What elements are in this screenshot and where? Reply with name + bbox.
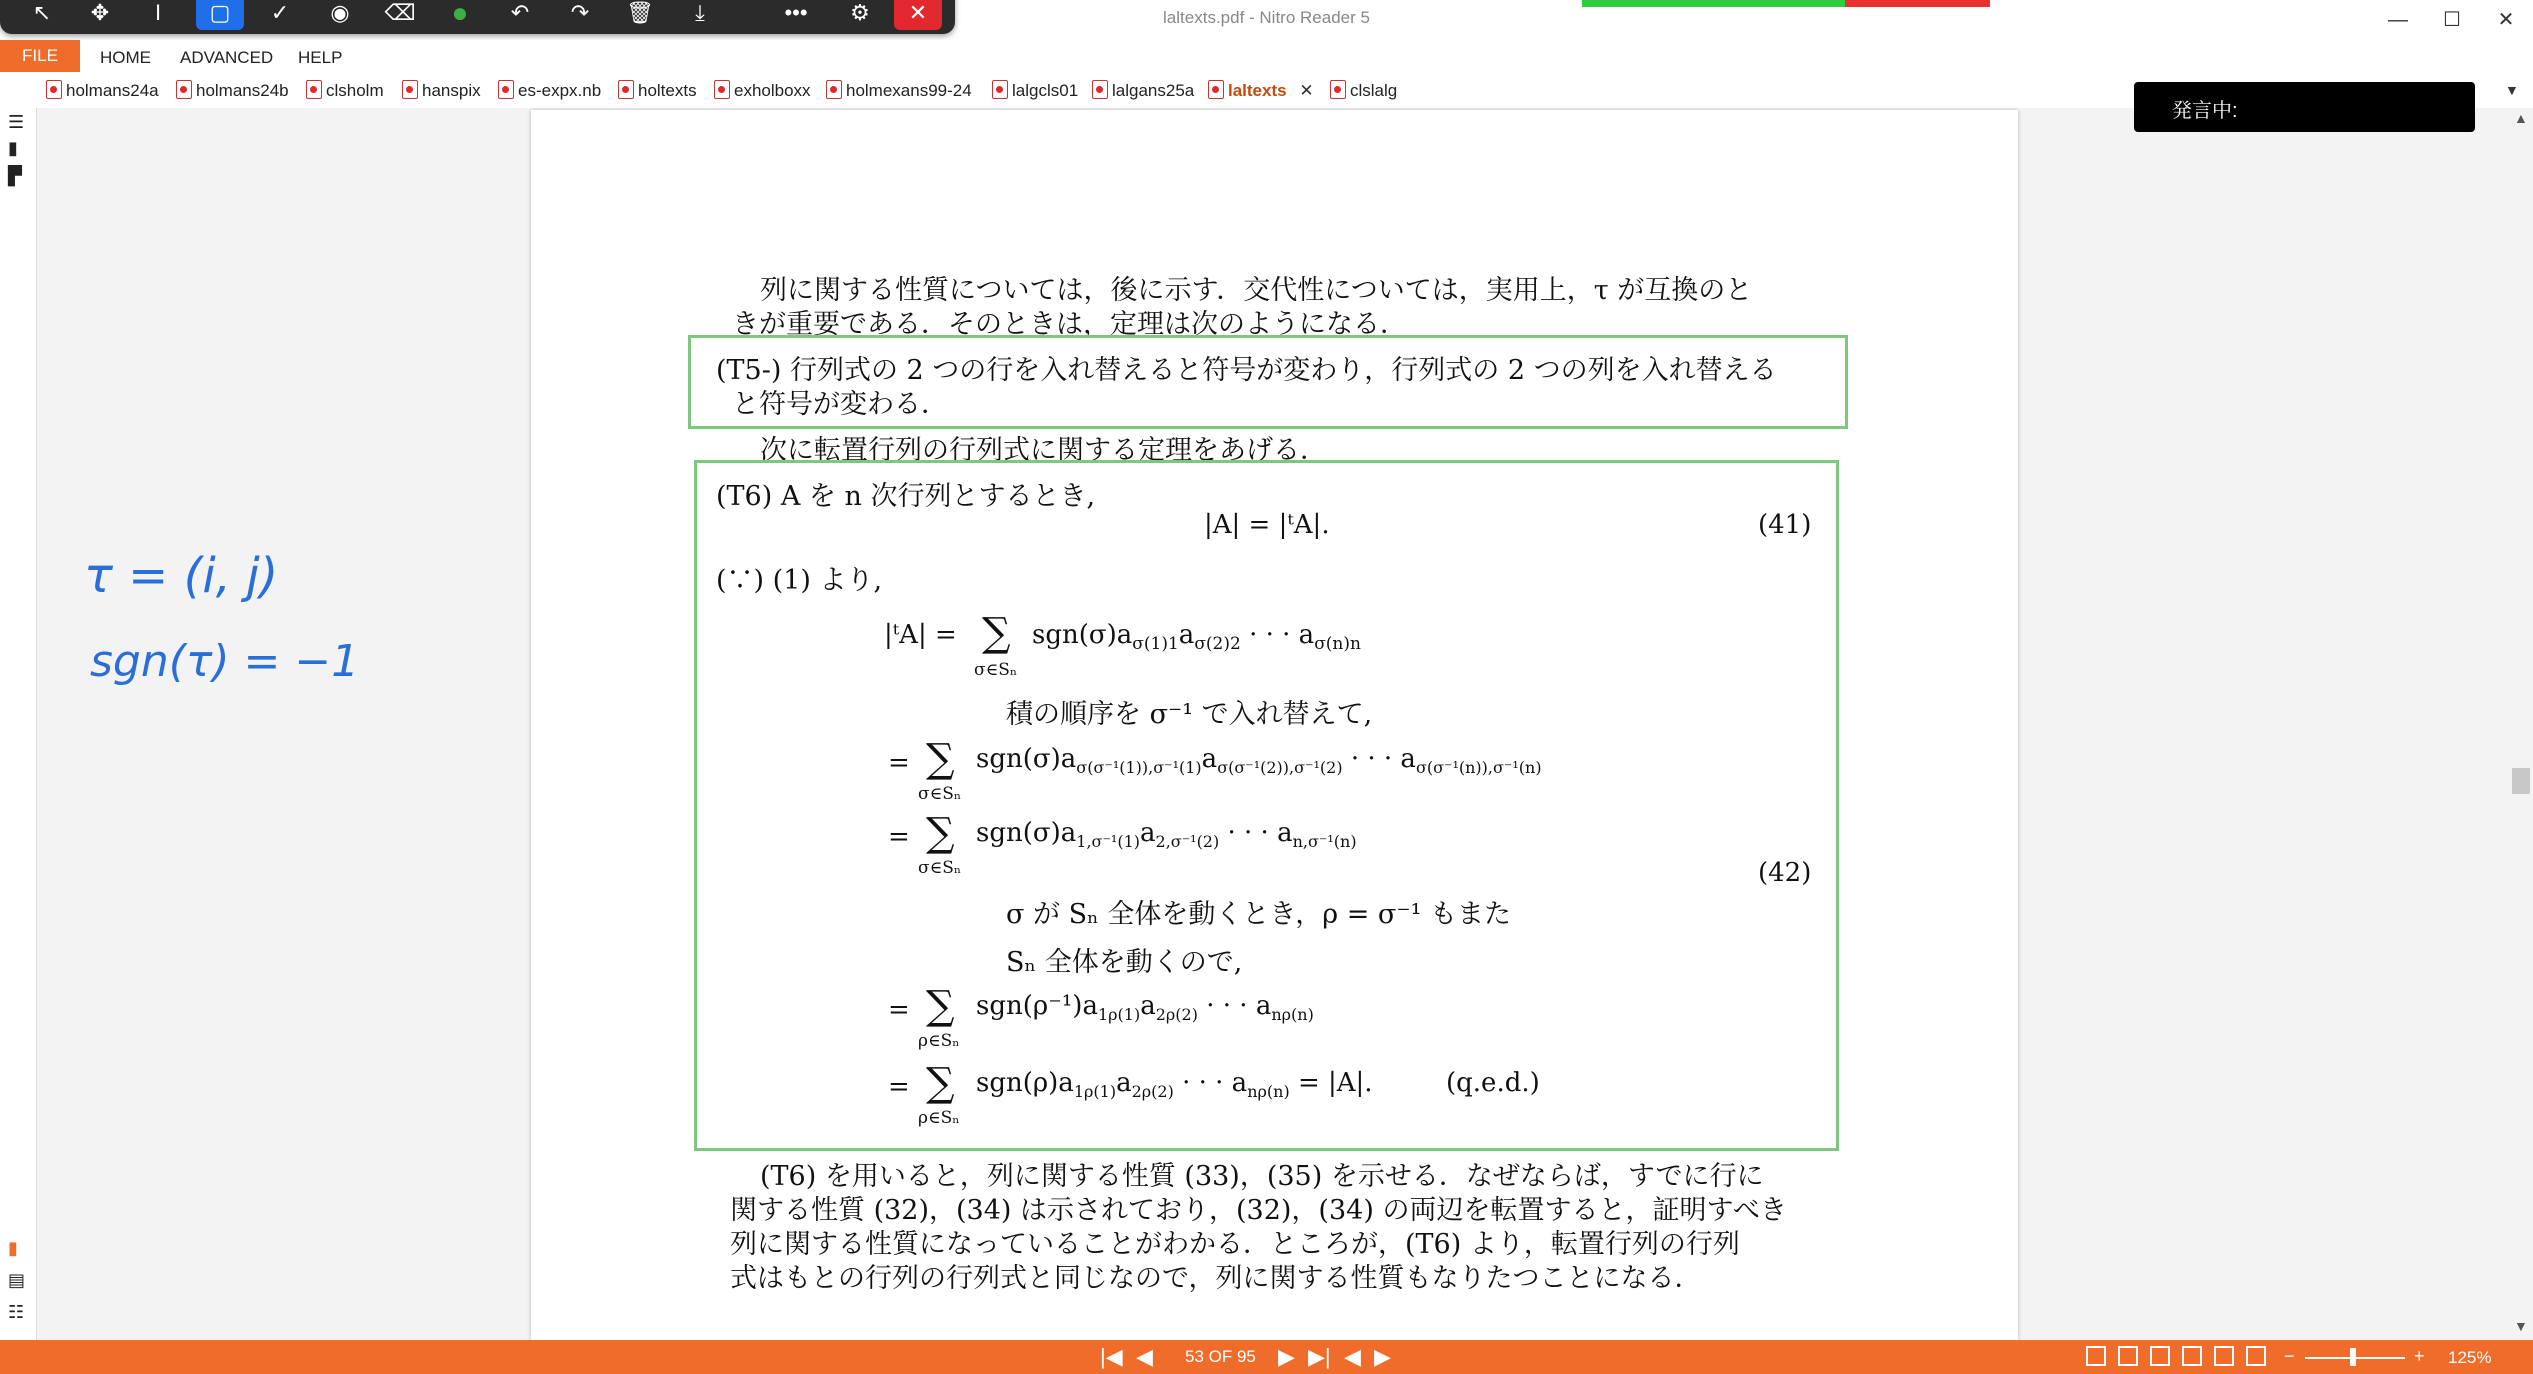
annotations-icon[interactable]: ▛ (8, 166, 22, 186)
pdf-file-icon (498, 80, 514, 99)
sum-subscript: σ∈Sₙ (974, 660, 1018, 680)
presentation-view-icon[interactable] (2246, 1346, 2266, 1366)
sum-symbol: ∑ (926, 983, 955, 1029)
pdf-file-icon (176, 80, 192, 99)
para3-line4: 式はもとの行列の行列式と同じなので，列に関する性質もなりたつことになる． (730, 1263, 1702, 1294)
tab-label: holmans24a (66, 81, 159, 100)
next-page-button[interactable]: ▶ (1278, 1344, 1295, 1369)
eq-line5 (976, 1068, 1373, 1101)
trash-icon[interactable]: 🗑 (626, 0, 654, 25)
tab-label: es-expx.nb (518, 81, 602, 100)
eq-term: sgn(σ)a (1032, 620, 1133, 650)
eq-term: a (1116, 1068, 1132, 1098)
eq-term: · · · a (1197, 991, 1272, 1021)
eq-line3 (976, 818, 1357, 851)
eraser-icon[interactable]: ⌫ (384, 0, 416, 25)
para3-line2: 関する性質 (32)，(34) は示されており，(32)，(34) の両辺を転置すると，証明すべき (730, 1195, 1787, 1226)
outline-icon[interactable]: ▤ (8, 1270, 26, 1290)
equals-sign: = (888, 995, 910, 1025)
sum-symbol: ∑ (926, 1060, 955, 1106)
para3-line1: (T6) を用いると，列に関する性質 (33)，(35) を示せる．なぜならば，すでに行に (760, 1161, 1764, 1192)
pdf-file-icon (1092, 80, 1108, 99)
window-close-button[interactable]: ✕ (2497, 9, 2515, 31)
tab-label: clsholm (326, 81, 384, 100)
sum-symbol: ∑ (926, 810, 955, 856)
pdf-file-icon (46, 80, 62, 99)
tab-label: hanspix (422, 81, 481, 100)
eq-term: a (1140, 818, 1156, 848)
eq-subscript: 2,σ⁻¹(2) (1155, 832, 1220, 852)
tab-clslalg[interactable] (1330, 80, 1397, 104)
note2-line2: Sₙ 全体を動くので, (1006, 947, 1243, 978)
redo-icon[interactable]: ↷ (570, 0, 590, 25)
zoom-level[interactable]: 125% (2448, 1348, 2492, 1367)
eq-term: a (1140, 991, 1156, 1021)
eq-subscript: σ(σ⁻¹(n)),σ⁻¹(n) (1415, 758, 1542, 778)
pdf-file-icon (714, 80, 730, 99)
pdf-file-icon (1330, 80, 1346, 99)
tab-scroll-down-icon[interactable]: ▼ (2505, 82, 2519, 98)
note1: 積の順序を σ⁻¹ で入れ替えて, (1006, 699, 1373, 730)
eq-subscript: 1,σ⁻¹(1) (1076, 832, 1140, 852)
tab-es-expx[interactable] (498, 80, 601, 104)
sum-subscript: σ∈Sₙ (918, 784, 962, 804)
last-page-button[interactable]: ▶| (1308, 1344, 1331, 1369)
tab-holmexans99-24[interactable] (826, 80, 972, 104)
eq-subscript: 2ρ(2) (1131, 1082, 1174, 1102)
continuous-view-icon[interactable] (2118, 1346, 2138, 1366)
comments-icon[interactable]: ▮ (8, 1238, 18, 1258)
menu-advanced[interactable]: ADVANCED (180, 48, 274, 67)
t5-line1: (T5-) 行列式の 2 つの行を入れ替えると符号が変わり，行列式の 2 つの列を入れ替える (716, 355, 1777, 386)
tab-close-icon[interactable]: ✕ (1299, 81, 1314, 100)
para2: 次に転置行列の行列式に関する定理をあげる． (760, 435, 1327, 466)
tab-holtexts[interactable] (618, 80, 697, 104)
eq-subscript: n,σ⁻¹(n) (1292, 832, 1357, 852)
eq-subscript: σ(2)2 (1194, 634, 1241, 655)
eq-term: · · · a (1240, 620, 1315, 650)
eq-term: · · · a (1219, 818, 1293, 848)
sum-subscript: σ∈Sₙ (918, 858, 962, 878)
eq-line1-rhs (1032, 620, 1361, 654)
tab-clsholm[interactable] (306, 80, 384, 104)
eq-term: sgn(ρ⁻¹)a (976, 991, 1098, 1021)
note2-line1: σ が Sₙ 全体を動くとき，ρ = σ⁻¹ もまた (1006, 899, 1512, 930)
eq-subscript: 1ρ(1) (1073, 1082, 1117, 1102)
zoom-slider-knob[interactable] (2350, 1348, 2356, 1366)
scrollbar-thumb[interactable] (2512, 768, 2530, 794)
check-icon[interactable]: ✓ (270, 0, 290, 25)
scroll-up-icon[interactable]: ▲ (2514, 110, 2528, 126)
tab-label: lalgcls01 (1012, 81, 1079, 100)
sum-subscript: ρ∈Sₙ (918, 1108, 960, 1128)
rectangle-icon[interactable]: ▢ (196, 0, 244, 30)
list-icon[interactable]: ☷ (8, 1302, 25, 1322)
tab-exholboxx[interactable] (714, 80, 811, 104)
because-line: (∵) (1) より, (716, 565, 883, 596)
annotation-toolbar (0, 0, 955, 34)
facing-view-icon[interactable] (2150, 1346, 2170, 1366)
eq-subscript: σ(n)n (1314, 634, 1361, 655)
tab-laltexts[interactable] (1208, 80, 1314, 104)
eq-line4 (976, 991, 1314, 1024)
previous-page-button[interactable]: ◀ (1136, 1344, 1153, 1369)
tab-holmans24a[interactable] (46, 80, 159, 104)
bookmarks-icon[interactable]: ▮ (8, 138, 18, 158)
eq-term: · · · a (1342, 744, 1416, 774)
vertical-scrollbar[interactable] (2510, 108, 2533, 1340)
menu-file[interactable]: FILE (0, 40, 80, 72)
left-sidebar (0, 108, 37, 1340)
tab-label: exholboxx (734, 81, 811, 100)
pdf-file-icon (618, 80, 634, 99)
eq-line2 (976, 744, 1542, 777)
pointer-icon[interactable]: ↖ (32, 0, 52, 25)
eq-term: = |A|. (1289, 1068, 1373, 1098)
eq-subscript: σ(1)1 (1132, 634, 1179, 655)
eq-term: sgn(σ)a (976, 818, 1077, 848)
window-title: laltexts.pdf - Nitro Reader 5 (1163, 8, 1370, 27)
t5-line2: と符号が変わる． (732, 389, 948, 420)
eq-subscript: 1ρ(1) (1097, 1005, 1141, 1025)
eq-term: · · · a (1173, 1068, 1248, 1098)
back-view-button[interactable]: ◀ (1344, 1344, 1361, 1369)
forward-view-button[interactable]: ▶ (1374, 1344, 1391, 1369)
eq-term: a (1201, 744, 1218, 774)
tab-lalgans25a[interactable] (1092, 80, 1194, 104)
pdf-file-icon (402, 80, 418, 99)
menu-home[interactable]: HOME (100, 48, 151, 67)
eq-subscript: nρ(n) (1271, 1005, 1314, 1025)
eq-line1-lhs: |ᵗA| = (884, 620, 957, 650)
eq-subscript: nρ(n) (1247, 1082, 1290, 1102)
tab-label: holmans24b (196, 81, 289, 100)
equation-41: |A| = |ᵗA|. (1204, 510, 1330, 540)
zoom-out-button[interactable]: − (2284, 1346, 2295, 1366)
equation-42-number: (42) (1758, 858, 1812, 888)
grid-view-icon[interactable] (2182, 1346, 2202, 1366)
eq-subscript: 2ρ(2) (1155, 1005, 1198, 1025)
close-icon[interactable]: ✕ (894, 0, 942, 30)
record-icon[interactable]: ◉ (330, 0, 350, 25)
text-cursor-icon[interactable]: I (154, 0, 162, 25)
eq-subscript: σ(σ⁻¹(1)),σ⁻¹(1) (1076, 758, 1202, 778)
zoom-in-button[interactable]: + (2414, 1346, 2425, 1366)
equals-sign: = (888, 1072, 910, 1102)
undo-icon[interactable]: ↶ (510, 0, 530, 25)
more-icon[interactable]: ••• (784, 0, 808, 25)
progress-indicator-red (1845, 0, 1990, 7)
eq-term: a (1178, 620, 1195, 650)
sum-symbol: ∑ (926, 736, 955, 782)
tab-lalgcls01[interactable] (992, 80, 1078, 104)
equation-41-number: (41) (1758, 510, 1812, 540)
tab-label: lalgans25a (1112, 81, 1195, 100)
move-icon[interactable]: ✥ (90, 0, 110, 25)
tab-holmans24b[interactable] (176, 80, 289, 104)
user-settings-icon[interactable]: ⚙ (850, 0, 870, 25)
pdf-file-icon (1208, 80, 1224, 99)
single-page-view-icon[interactable] (2086, 1346, 2106, 1366)
minimize-button[interactable]: — (2388, 9, 2408, 31)
tab-label: holmexans99-24 (846, 81, 972, 100)
eq-term: sgn(σ)a (976, 744, 1077, 774)
eq-subscript: σ(σ⁻¹(2)),σ⁻¹(2) (1217, 758, 1343, 778)
progress-indicator-green (1582, 0, 1845, 7)
sum-subscript: ρ∈Sₙ (918, 1031, 960, 1051)
tab-label: laltexts (1228, 81, 1287, 100)
menu-help[interactable]: HELP (298, 48, 343, 67)
para1-line2: きが重要である．そのときは，定理は次のようになる． (732, 309, 1407, 340)
first-page-button[interactable]: |◀ (1100, 1344, 1123, 1369)
green-dot-icon[interactable]: ● (451, 0, 469, 28)
pdf-file-icon (992, 80, 1008, 99)
pdf-file-icon (306, 80, 322, 99)
pages-icon[interactable]: ☰ (8, 112, 25, 132)
scroll-down-icon[interactable]: ▼ (2514, 1318, 2528, 1334)
equals-sign: = (888, 748, 910, 778)
menu-bar (0, 40, 2533, 72)
para3-line3: 列に関する性質になっていることがわかる．ところが，(T6) より，転置行列の行列 (730, 1229, 1740, 1260)
tab-hanspix[interactable] (402, 80, 481, 104)
maximize-button[interactable]: ☐ (2443, 9, 2461, 31)
handwritten-annotation-line1[interactable]: τ = (i, j) (84, 548, 279, 604)
monitor-view-icon[interactable] (2214, 1346, 2234, 1366)
qed: (q.e.d.) (1446, 1068, 1540, 1098)
tab-label: clslalg (1350, 81, 1398, 100)
handwritten-annotation-line2[interactable]: sgn(τ) = −1 (90, 636, 360, 687)
page-indicator[interactable]: 53 OF 95 (1185, 1347, 1256, 1366)
pdf-file-icon (826, 80, 842, 99)
speaking-label: 発言中: (2172, 100, 2238, 122)
t6-line1: (T6) A を n 次行列とするとき, (716, 481, 1096, 512)
tab-label: holtexts (638, 81, 697, 100)
download-icon[interactable]: ⤓ (695, 0, 705, 25)
eq-term: sgn(ρ)a (976, 1068, 1074, 1098)
para1-line1: 列に関する性質については，後に示す．交代性については，実用上，τ が互換のと (760, 275, 1753, 306)
sum-symbol: ∑ (982, 610, 1011, 656)
equals-sign: = (888, 822, 910, 852)
